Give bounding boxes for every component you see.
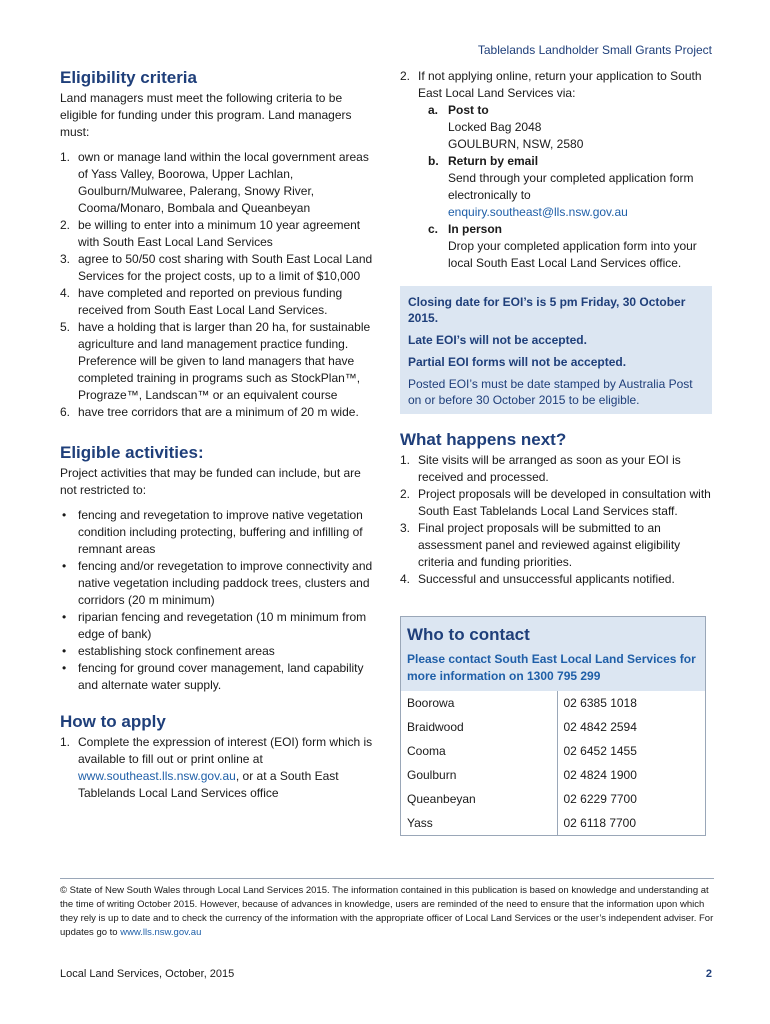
list-item: 3. Final project proposals will be submitted to an assessment panel and reviewed against eligibility criteria and funding priorities.: [400, 521, 681, 569]
list-item: 6. have tree corridors that are a minimum of 20 m wide.: [60, 405, 359, 419]
list-item: 5. have a holding that is larger than 20 ha, for sustainable agriculture and land management practice funding. Preference will be given to land managers that have completed training in programs such as StockPlan™, Prograze™, Landscan™ or an equivalent course: [60, 320, 371, 402]
eligibility-heading: Eligibility criteria: [60, 68, 197, 87]
list-item: 1. own or manage land within the local government areas of Yass Valley, Boorowa, Upper Lachlan, Goulburn/Mulwaree, Palerang, Snowy River, Cooma/Monaro, Bombala and Queanbeyan: [60, 150, 369, 215]
contact-table: [401, 691, 705, 835]
posted-notice: Posted EOI’s must be date stamped by Australia Post on or before 30 October 2015 to be eligible.: [408, 377, 693, 407]
left-column: [60, 68, 378, 802]
lls-website-link[interactable]: www.lls.nsw.gov.au: [120, 927, 202, 938]
late-notice: Late EOI’s will not be accepted.: [408, 333, 587, 347]
activities-heading: Eligible activities:: [60, 443, 204, 462]
list-item: • establishing stock confinement areas: [60, 643, 378, 660]
apply-list-continued: [400, 68, 712, 102]
list-item: 2. If not applying online, return your application to South East Local Land Services via:: [400, 69, 702, 100]
apply-heading: How to apply: [60, 712, 166, 731]
activities-intro: Project activities that may be funded can include, but are not restricted to:: [60, 466, 361, 497]
footer-divider: [60, 878, 714, 879]
list-item: 2. be willing to enter into a minimum 10 year agreement with South East Local Land Services: [60, 218, 361, 249]
southeast-website-link[interactable]: www.southeast.lls.nsw.gov.au: [78, 769, 236, 783]
activities-list: [60, 507, 378, 694]
list-item: 4. have completed and reported on previous funding received from South East Local Land Services.: [60, 286, 343, 317]
contact-header: [401, 617, 705, 691]
email-link[interactable]: enquiry.southeast@lls.nsw.gov.au: [448, 205, 628, 219]
right-column: [400, 68, 712, 836]
table-row: Cooma 02 6452 1455: [401, 739, 705, 763]
apply-method-email: b. Return by email Send through your completed application form electronically to enquiry.southeast@lls.nsw.gov.au: [420, 153, 712, 221]
list-item: 2. Project proposals will be developed in consultation with South East Tablelands Local Land Services staff.: [400, 487, 711, 518]
page-number: 2: [705, 968, 712, 980]
apply-list: [60, 734, 378, 802]
eligibility-list: [60, 149, 378, 421]
partial-notice: Partial EOI forms will not be accepted.: [408, 355, 627, 369]
apply-methods: [420, 102, 712, 272]
table-row: Goulburn 02 4824 1900: [401, 763, 705, 787]
footer-publisher: Local Land Services, October, 2015: [60, 968, 235, 980]
list-item: 4. Successful and unsuccessful applicants notified.: [400, 572, 675, 586]
list-item: 3. agree to 50/50 cost sharing with South East Local Land Services for the project costs, up to a limit of $10,000: [60, 252, 373, 283]
eligibility-intro: Land managers must meet the following criteria to be eligible for funding under this program. Land managers must:: [60, 91, 352, 139]
list-item: • riparian fencing and revegetation (10 m minimum from edge of bank): [60, 609, 378, 643]
next-list: [400, 452, 712, 588]
list-item: • fencing and revegetation to improve native vegetation condition including protecting, buffering and infilling of remnant areas: [60, 507, 378, 558]
closing-date: Closing date for EOI’s is 5 pm Friday, 30 October 2015.: [408, 295, 686, 325]
list-item: 1. Site visits will be arranged as soon as your EOI is received and processed.: [400, 453, 681, 484]
header-title: Tablelands Landholder Small Grants Project: [477, 43, 712, 57]
apply-method-post: a. Post to Locked Bag 2048 GOULBURN, NSW, 2580: [428, 103, 584, 151]
table-row: Boorowa 02 6385 1018: [401, 691, 705, 715]
contact-heading: Who to contact: [407, 625, 530, 644]
list-item: • fencing and/or revegetation to improve connectivity and native vegetation including paddock trees, clusters and corridors (20 m minimum): [60, 558, 378, 609]
table-row: Yass 02 6118 7700: [401, 811, 705, 835]
contact-subtitle: Please contact South East Local Land Services for more information on 1300 795 299: [407, 652, 696, 683]
table-row: Queanbeyan 02 6229 7700: [401, 787, 705, 811]
footer-disclaimer: © State of New South Wales through Local Land Services 2015. The information contained in this publication is based on knowledge and understanding at the time of writing October 2015. However, because of advances in knowledge, users are reminded of the need to ensure that the information upon which they rely is up to date and to check the currency of the information with the appropriate officer of Local Land Services or the user’s independent adviser. For updates go to www.lls.nsw.gov.au: [60, 885, 714, 938]
contact-box: [400, 616, 706, 836]
closing-date-box: [400, 286, 712, 414]
list-item: 1. Complete the expression of interest (EOI) form which is available to fill out or print online at www.southeast.lls.nsw.gov.au, or at a South East Tablelands Local Land Services office: [60, 735, 373, 800]
apply-method-person: c. In person Drop your completed application form into your local South East Local Land Services office.: [428, 222, 697, 270]
next-heading: What happens next?: [400, 430, 567, 449]
table-row: Braidwood 02 4842 2594: [401, 715, 705, 739]
list-item: • fencing for ground cover management, land capability and alternate water supply.: [60, 660, 378, 694]
